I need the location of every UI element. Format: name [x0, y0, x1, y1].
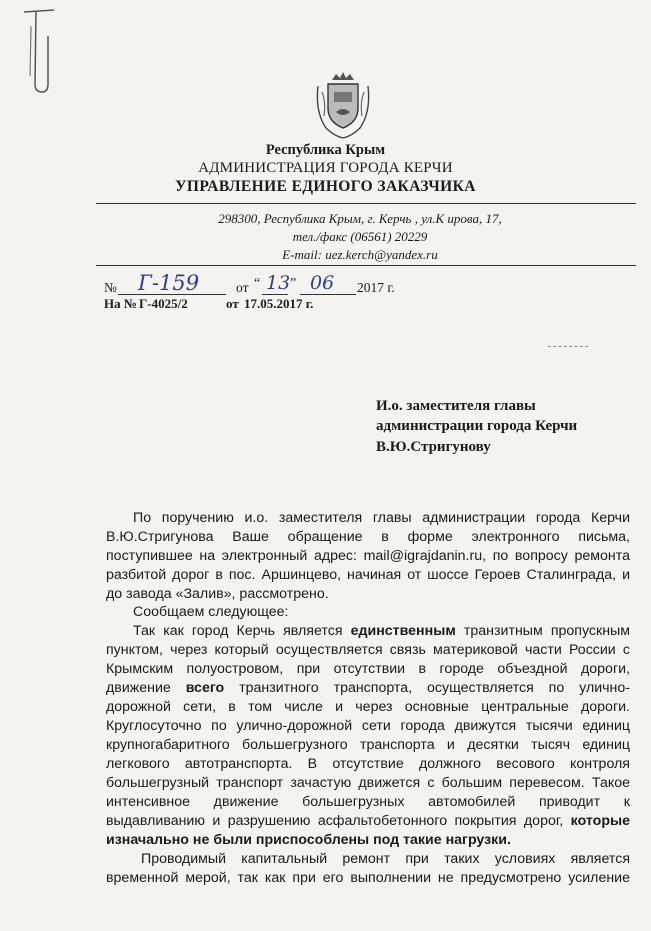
body-p3-line-9: большегрузный транспорт зачастую движется с большим перевесом. Такое — [106, 775, 630, 791]
date-quote-open: “ — [254, 276, 261, 291]
email-line: E-mail: uez.kerch@yandex.ru — [282, 247, 438, 262]
address-line: 298300, Республика Крым, г. Керчь , ул.К ирова, 17, — [218, 211, 502, 226]
body-p3-line-4: движение всего транзитного транспорта, осуществляется по улично- — [106, 680, 630, 696]
month-underline — [300, 294, 356, 295]
reply-number: Г-4025/2 — [139, 296, 188, 311]
header-divider-bottom — [96, 265, 636, 266]
day-underline — [262, 294, 288, 295]
region-name: Республика Крым — [265, 142, 386, 158]
addressee-line-1: И.о. заместителя главы — [376, 398, 536, 414]
department-name: УПРАВЛЕНИЕ ЕДИНОГО ЗАКАЗЧИКА — [175, 178, 476, 195]
body-p3-line-12: изначально не были приспособлены под такие нагрузки. — [106, 832, 511, 848]
body-p3-line-1: Так как город Керчь является единственным транзитным пропускным — [133, 623, 630, 639]
year-text: 2017 г. — [357, 280, 395, 295]
body-p4-line-1: Проводимый капитальный ремонт при таких условиях является — [141, 851, 630, 867]
reply-date: 17.05.2017 г. — [244, 296, 314, 311]
body-p1-line-1: По поручению и.о. заместителя главы администрации города Керчи — [133, 510, 630, 526]
body-p3-line-7: крупногабаритного большегрузного транспорта и десятки тысяч единиц — [106, 737, 630, 753]
administration-name: АДМИНИСТРАЦИЯ ГОРОДА КЕРЧИ — [198, 160, 453, 176]
body-p1-line-2: В.Ю.Стригунова Ваше обращение в форме электронного письма, — [106, 529, 630, 545]
body-p2: Сообщаем следующее: — [133, 604, 289, 620]
phone-line: тел./факс (06561) 20229 — [292, 229, 428, 244]
body-p3-line-2: пунктом, через который осуществляется связь материковой части России с — [106, 642, 630, 658]
date-quote-close: ” — [290, 276, 297, 291]
number-handwritten: Г-159 — [138, 271, 200, 295]
body-p3-line-6: Круглосуточно по улично-дорожной сети города движутся тысячи единиц — [106, 718, 630, 734]
coat-of-arms-icon — [314, 72, 372, 140]
body-p4-line-2: временной мерой, так как при его выполнении не предусмотрено усиление — [106, 870, 630, 886]
scan-mark — [548, 346, 588, 347]
body-p3-line-5: дорожной сети, в том числе и через основные центральные дороги. — [106, 699, 630, 715]
reply-no-label: На № — [104, 296, 137, 311]
addressee-line-3: В.Ю.Стригунову — [376, 439, 491, 455]
day-handwritten: 13 — [266, 272, 291, 294]
body-p1-line-4: разбитой дорог в пос. Аршинцево, начиная от шоссе Героев Сталинграда, и — [106, 567, 630, 583]
addressee-line-2: администрации города Керчи — [376, 418, 578, 434]
paper-clip-mark — [20, 6, 56, 96]
date-from-label: от — [236, 280, 249, 295]
body-p1-line-3: поступившее на электронный адрес: mail@igrajdanin.ru, по вопросу ремонта — [106, 548, 630, 564]
number-label: № — [104, 280, 117, 295]
body-p1-line-5: до завода «Залив», рассмотрено. — [106, 586, 329, 602]
body-p3-line-3: Крымским полуостровом, при отсутствии в городе объездной дороги, — [106, 661, 630, 677]
month-handwritten: 06 — [310, 272, 335, 294]
body-p3-line-8: легкового автотранспорта. В отсутствие должного весового контроля — [106, 756, 630, 772]
reply-from-label: от — [226, 296, 239, 311]
header-divider-top — [96, 203, 636, 204]
body-p3-line-10: интенсивное движение большегрузных автомобилей приводит к — [106, 794, 630, 810]
body-p3-line-11: выдавливанию и разрушению асфальтобетонного покрытия дорог, которые — [106, 813, 630, 829]
